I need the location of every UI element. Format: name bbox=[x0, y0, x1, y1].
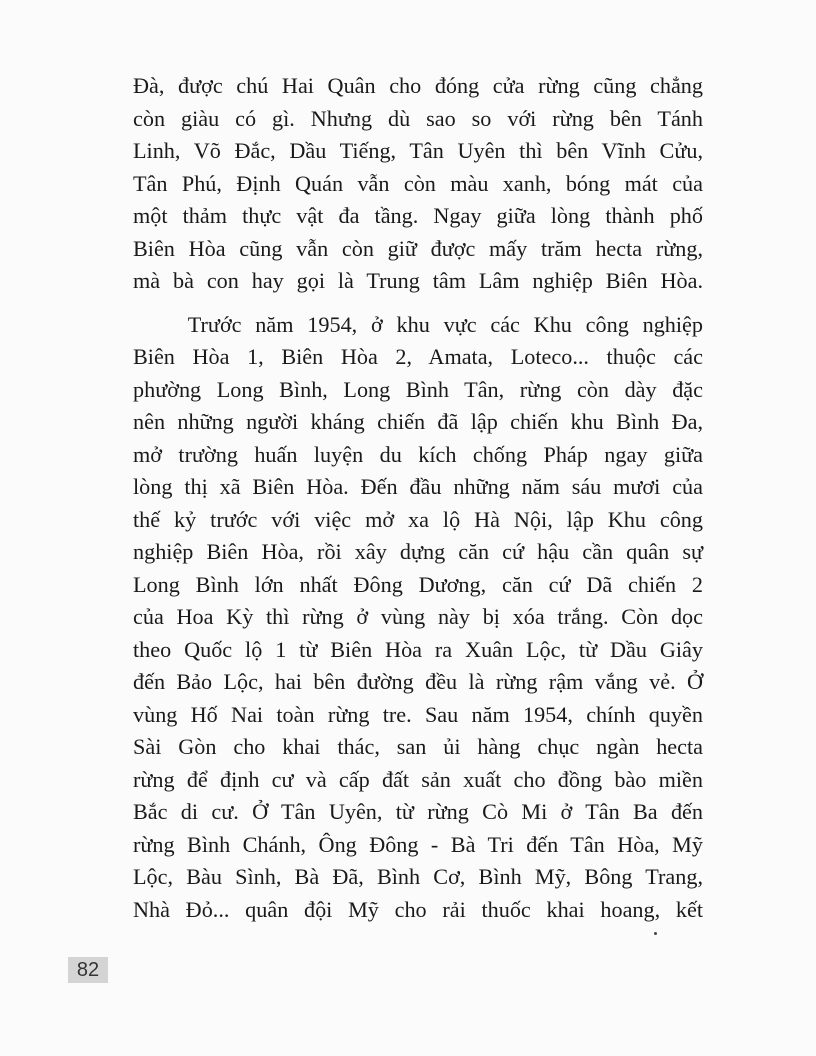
text-line: đến Bảo Lộc, hai bên đường đều là rừng rậm vắng vẻ. Ở bbox=[133, 669, 703, 694]
paragraph-2 bbox=[133, 309, 703, 927]
text-line: Sài Gòn cho khai thác, san ủi hàng chục ngàn hecta bbox=[133, 734, 703, 759]
text-line: Biên Hòa cũng vẫn còn giữ được mấy trăm hecta rừng, bbox=[133, 235, 703, 261]
ink-speck bbox=[654, 932, 657, 935]
text-line: nghiệp Biên Hòa, rồi xây dựng căn cứ hậu cần quân sự bbox=[133, 539, 703, 564]
text-line: Biên Hòa 1, Biên Hòa 2, Amata, Loteco... thuộc các bbox=[133, 344, 703, 369]
text-line: Bắc di cư. Ở Tân Uyên, từ rừng Cò Mi ở Tân Ba đến bbox=[133, 799, 703, 824]
text-line: vùng Hố Nai toàn rừng tre. Sau năm 1954, chính quyền bbox=[133, 701, 703, 727]
text-line: còn giàu có gì. Nhưng dù sao so với rừng bên Tánh bbox=[133, 105, 703, 131]
text-line: rừng Bình Chánh, Ông Đông - Bà Tri đến Tân Hòa, Mỹ bbox=[133, 831, 703, 857]
text-line: mở trường huấn luyện du kích chống Pháp ngay giữa bbox=[133, 441, 703, 467]
text-line: phường Long Bình, Long Bình Tân, rừng còn dày đặc bbox=[133, 376, 703, 402]
text-line: Nhà Đỏ... quân đội Mỹ cho rải thuốc khai hoang, kết bbox=[133, 896, 703, 922]
paragraph-1 bbox=[133, 70, 703, 298]
text-line: Linh, Võ Đắc, Dầu Tiếng, Tân Uyên thì bên Vĩnh Cửu, bbox=[133, 138, 703, 163]
text-line: Long Bình lớn nhất Đông Dương, căn cứ Dã chiến 2 bbox=[133, 571, 703, 597]
text-line: thế kỷ trước với việc mở xa lộ Hà Nội, lập Khu công bbox=[133, 506, 703, 532]
page-number: 82 bbox=[68, 957, 108, 983]
text-line: của Hoa Kỳ thì rừng ở vùng này bị xóa trắng. Còn dọc bbox=[133, 604, 703, 629]
text-line: theo Quốc lộ 1 từ Biên Hòa ra Xuân Lộc, từ Dầu Giây bbox=[133, 636, 703, 662]
text-line: một thảm thực vật đa tầng. Ngay giữa lòng thành phố bbox=[133, 203, 703, 228]
text-line: rừng để định cư và cấp đất sản xuất cho đồng bào miền bbox=[133, 766, 703, 792]
text-line: Đà, được chú Hai Quân cho đóng cửa rừng cũng chẳng bbox=[133, 73, 703, 98]
text-line: Tân Phú, Định Quán vẫn còn màu xanh, bóng mát của bbox=[133, 170, 703, 196]
text-line: Lộc, Bàu Sình, Bà Đã, Bình Cơ, Bình Mỹ, Bông Trang, bbox=[133, 864, 703, 889]
text-line: mà bà con hay gọi là Trung tâm Lâm nghiệp Biên Hòa. bbox=[133, 268, 703, 293]
body-text bbox=[133, 70, 703, 926]
text-line: nên những người kháng chiến đã lập chiến khu Bình Đa, bbox=[133, 409, 703, 434]
paragraph-gap bbox=[133, 298, 703, 309]
text-line: Trước năm 1954, ở khu vực các Khu công nghiệp bbox=[133, 311, 703, 337]
text-line: lòng thị xã Biên Hòa. Đến đầu những năm sáu mươi của bbox=[133, 474, 703, 499]
